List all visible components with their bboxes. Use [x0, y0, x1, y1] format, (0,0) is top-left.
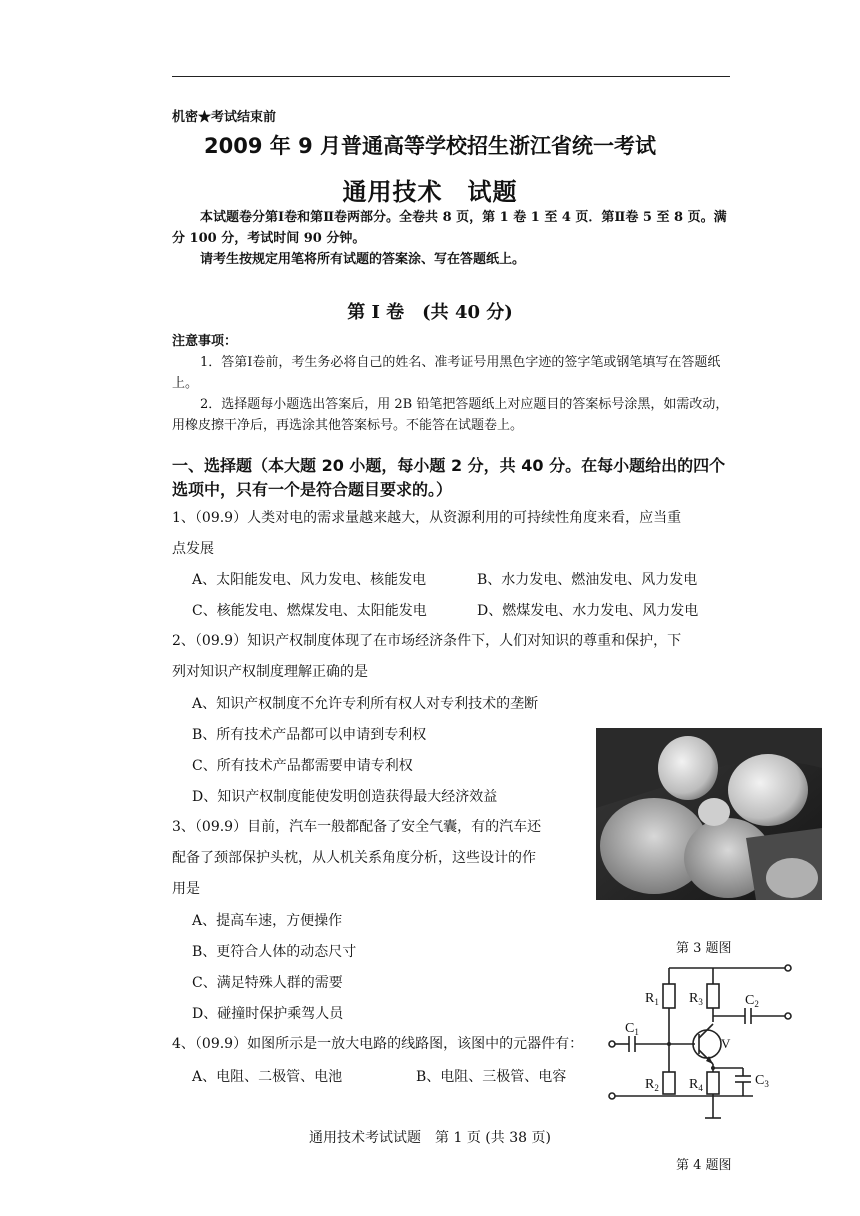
- car-airbag-photo: [596, 728, 822, 900]
- option-c: C、满足特殊人群的需要: [192, 975, 343, 991]
- option-a: A、太阳能发电、风力发电、核能发电: [192, 572, 427, 588]
- option-c: C、核能发电、燃煤发电、太阳能发电: [192, 603, 427, 619]
- question-stem: 3、（09.9）目前，汽车一般都配备了安全气囊，有的汽车还: [172, 819, 542, 835]
- page-footer: 通用技术考试试题 第 1 页 (共 38 页): [309, 1130, 551, 1146]
- c2-label: $C_2$: [745, 993, 759, 1009]
- figure-3-caption: 第 3 题图: [676, 941, 732, 956]
- question-stem: 配备了颈部保护头枕，从人机关系角度分析，这些设计的作: [172, 850, 536, 866]
- intro-paragraph: 本试题卷分第Ⅰ卷和第Ⅱ卷两部分。全卷共 8 页，第 1 卷 1 至 4 页．第Ⅱ卷 5 至 8 页。满分 100 分，考试时间 90 分钟。: [172, 210, 727, 246]
- option-b: B、电阻、三极管、电容: [416, 1069, 567, 1085]
- note-item: 2．选择题每小题选出答案后，用 2B 铅笔把答题纸上对应题目的答案标号涂黑，如需改动，用橡皮擦干净后，再选涂其他答案标号。不能答在试题卷上。: [172, 397, 729, 433]
- question-stem: 列对知识产权制度理解正确的是: [172, 664, 368, 680]
- notes-heading: 注意事项：: [172, 334, 238, 349]
- amplifier-circuit-diagram: [603, 960, 803, 1132]
- note-item: 1．答第Ⅰ卷前，考生务必将自己的姓名、准考证号用黑色字迹的签字笔或钢笔填写在答题纸上。: [172, 355, 721, 391]
- part-title: 一、选择题（本大题 20 小题，每小题 2 分，共 40 分。在每小题给出的四个选项中，只有一个是符合题目要求的。）: [172, 456, 726, 499]
- r3-label: $R_3$: [689, 991, 703, 1007]
- option-d: D、碰撞时保护乘驾人员: [192, 1006, 344, 1022]
- figure-4-caption: 第 4 题图: [676, 1158, 732, 1173]
- question-stem: 点发展: [172, 541, 214, 557]
- option-b: B、更符合人体的动态尺寸: [192, 944, 357, 960]
- notes-block: [172, 331, 732, 436]
- option-a: A、提高车速，方便操作: [192, 913, 343, 929]
- r2-label: $R_2$: [645, 1077, 659, 1093]
- exam-title: 2009 年 9 月普通高等学校招生浙江省统一考试: [204, 134, 656, 158]
- c1-label: $C_1$: [625, 1021, 639, 1037]
- intro-paragraph: 请考生按规定用笔将所有试题的答案涂、写在答题纸上。: [200, 252, 526, 267]
- option-a: A、知识产权制度不允许专利所有权人对专利技术的垄断: [192, 696, 539, 712]
- c3-label: $C_3$: [755, 1073, 769, 1089]
- section-title: 第 I 卷 (共 40 分): [347, 302, 513, 323]
- option-d: D、燃煤发电、水力发电、风力发电: [477, 603, 699, 619]
- subject-title: 通用技术 试题: [342, 178, 518, 206]
- r1-label: $R_1$: [645, 991, 659, 1007]
- option-d: D、知识产权制度能使发明创造获得最大经济效益: [192, 789, 498, 805]
- question-stem: 4、（09.9）如图所示是一放大电路的线路图，该图中的元器件有：: [172, 1036, 584, 1052]
- option-b: B、水力发电、燃油发电、风力发电: [477, 572, 698, 588]
- option-c: C、所有技术产品都需要申请专利权: [192, 758, 413, 774]
- confidential-label: 机密★考试结束前: [172, 110, 277, 125]
- question-stem: 2、（09.9）知识产权制度体现了在市场经济条件下，人们对知识的尊重和保护，下: [172, 633, 682, 649]
- top-rule: [172, 76, 730, 77]
- transistor-label: V: [721, 1036, 731, 1051]
- question-stem: 1、（09.9）人类对电的需求量越来越大，从资源利用的可持续性角度来看，应当重: [172, 510, 682, 526]
- intro-block: [172, 207, 732, 270]
- option-a: A、电阻、二极管、电池: [192, 1069, 343, 1085]
- question-stem: 用是: [172, 881, 200, 897]
- r4-label: $R_4$: [689, 1077, 703, 1093]
- option-b: B、所有技术产品都可以申请到专利权: [192, 727, 427, 743]
